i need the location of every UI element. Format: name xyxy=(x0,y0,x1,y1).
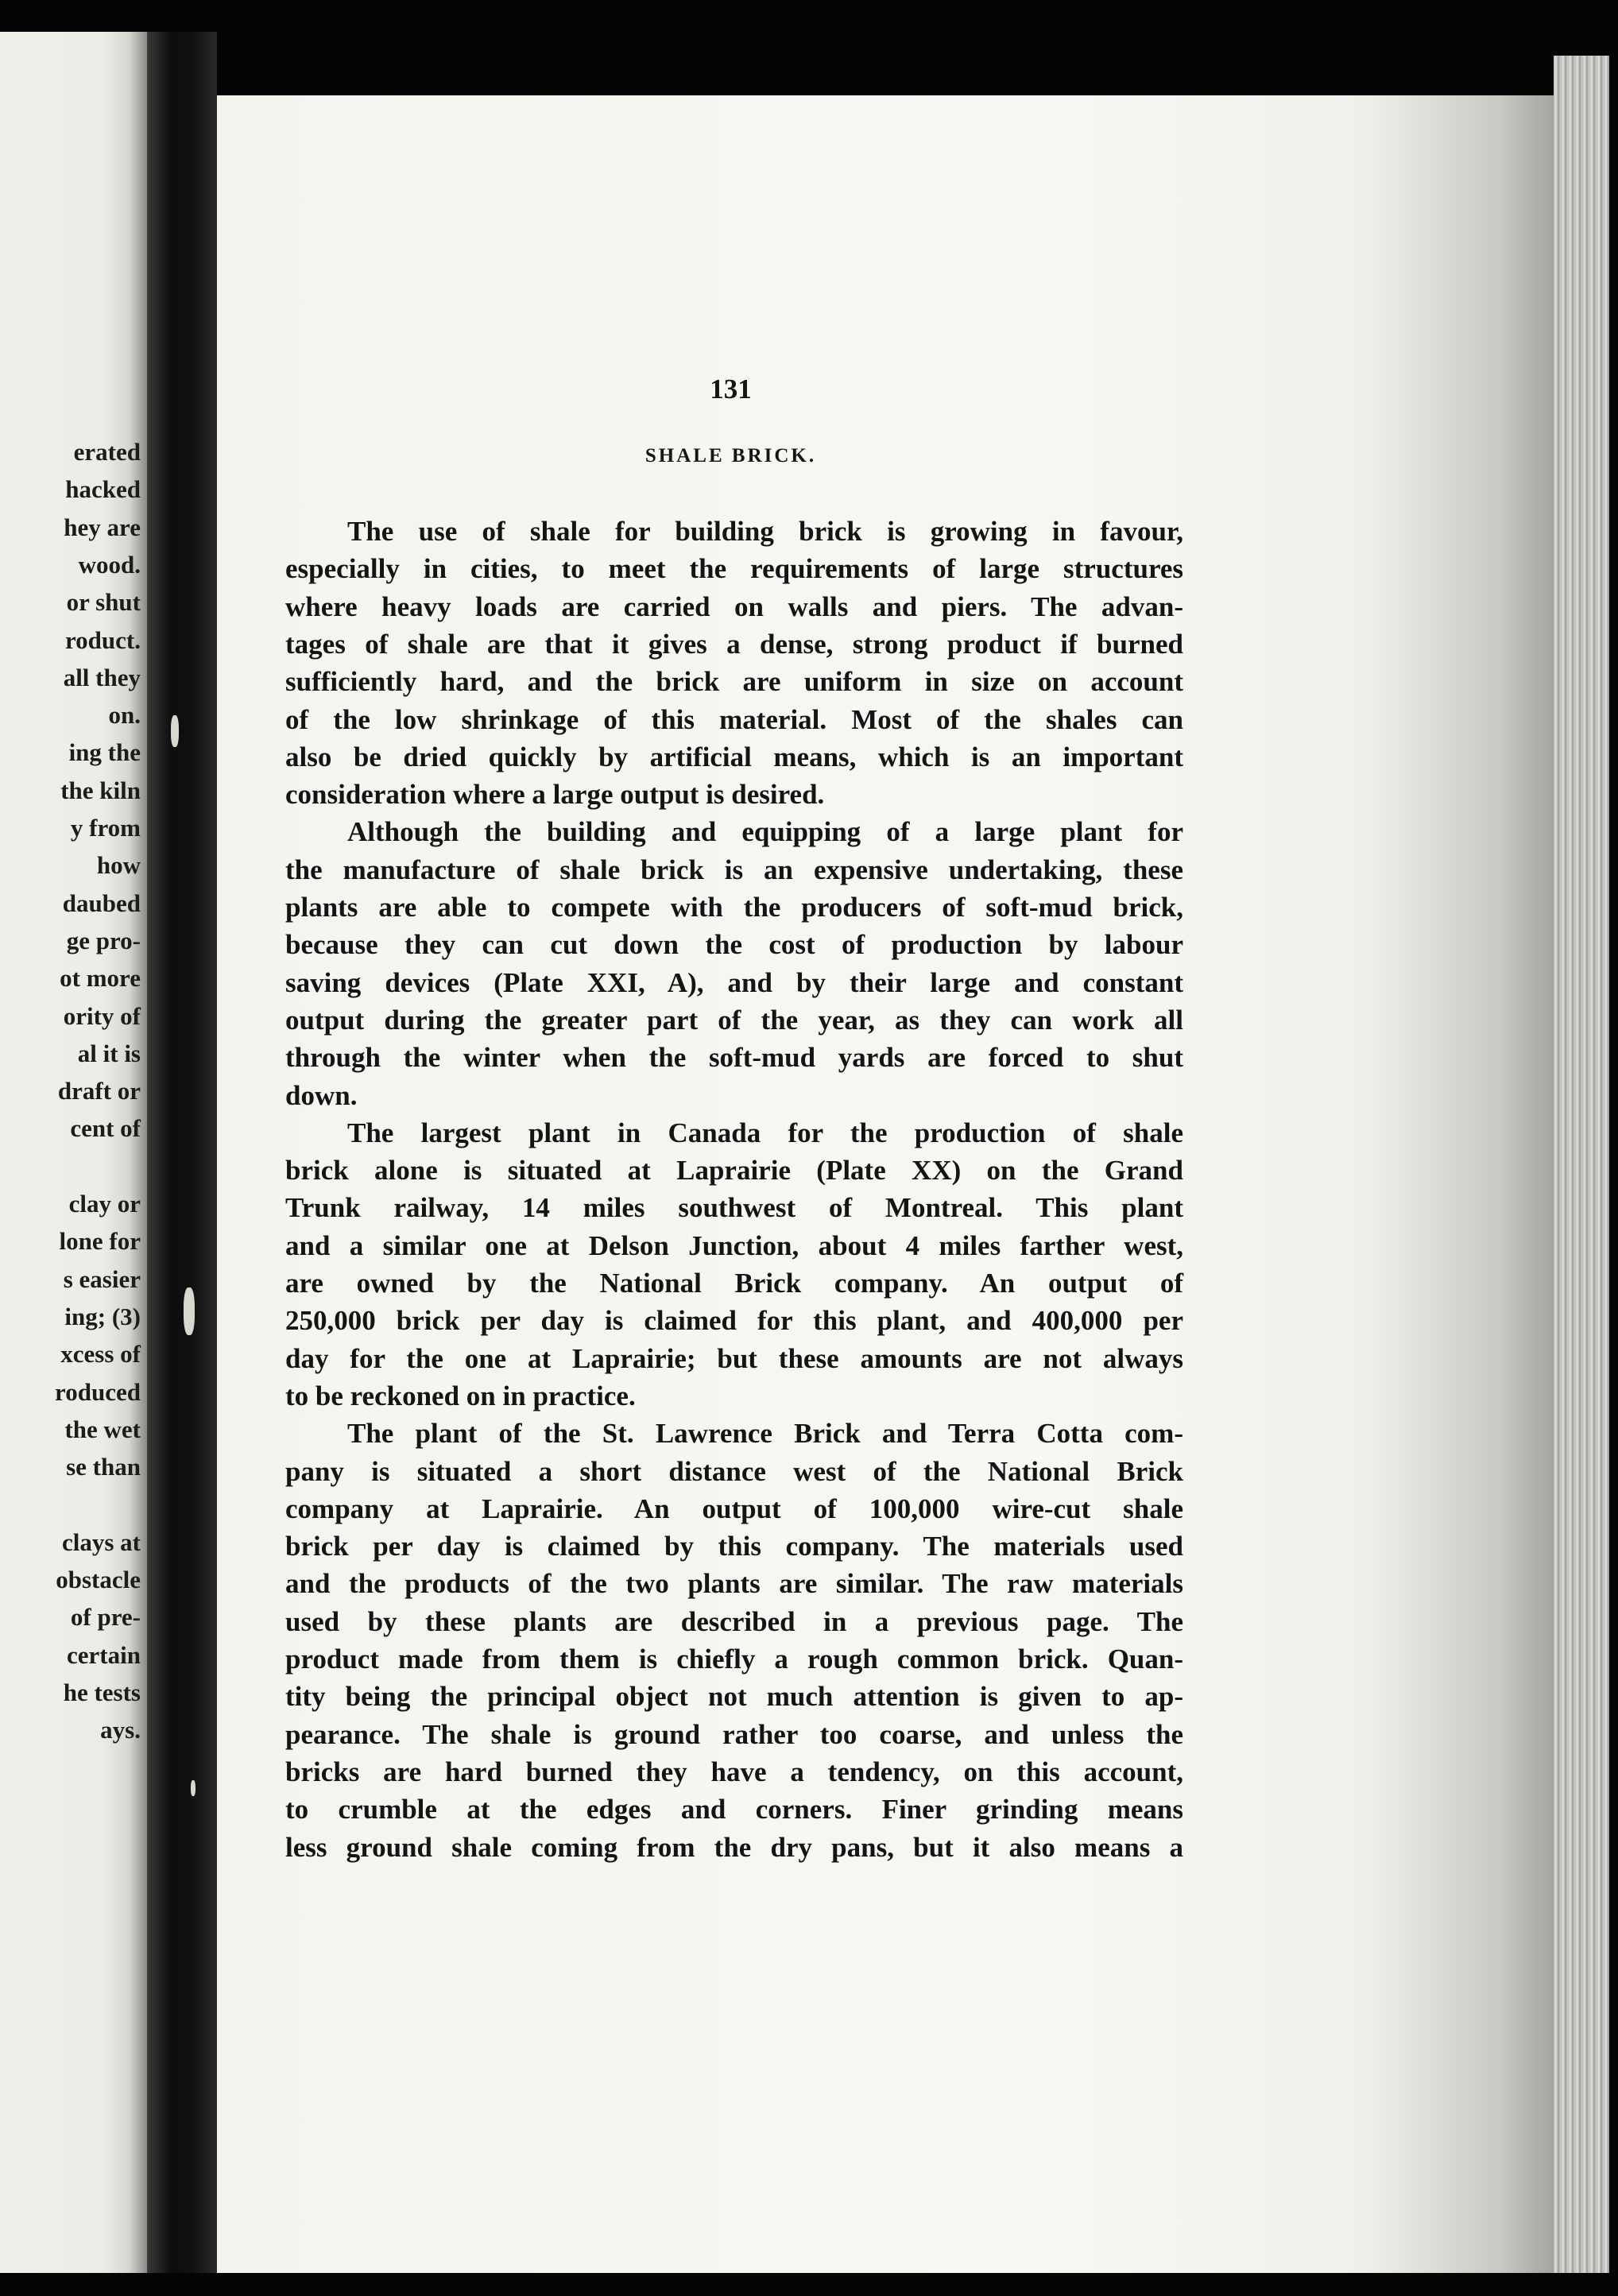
paragraph-line: through the winter when the soft-mud yards are forced to shut xyxy=(285,1042,1183,1074)
left-page-line: the wet xyxy=(64,1415,141,1443)
left-page-line: roduct. xyxy=(64,625,141,654)
paragraph-line: day for the one at Laprairie; but these amounts are not always xyxy=(285,1342,1183,1374)
paragraph-line: and a similar one at Delson Junction, about 4 miles farther west, xyxy=(285,1229,1183,1261)
page-edges xyxy=(1554,56,1609,2273)
paragraph-line: especially in cities, to meet the requirements of large structures xyxy=(285,553,1183,585)
page-number: 131 xyxy=(710,374,752,405)
paragraph-line: tages of shale are that it gives a dense, strong product if burned xyxy=(285,628,1183,660)
paragraph-line: output during the greater part of the year, as they can work all xyxy=(285,1004,1183,1036)
paragraph-line: used by these plants are described in a previous page. The xyxy=(285,1605,1183,1637)
left-page-fragment xyxy=(0,32,147,2273)
left-page-line: ot more xyxy=(60,964,141,993)
gutter-mark xyxy=(171,715,179,747)
paragraph-line: saving devices (Plate XXI, A), and by their large and constant xyxy=(285,966,1183,998)
paragraph-line: consideration where a large output is desired. xyxy=(285,779,825,811)
left-page-line: obstacle xyxy=(56,1566,141,1593)
book-gutter xyxy=(147,32,217,2273)
paragraph-line: The plant of the St. Lawrence Brick and Terra Cotta com- xyxy=(347,1418,1183,1450)
left-page-line: roduced xyxy=(55,1377,141,1406)
left-page-line: ing; (3) xyxy=(64,1302,141,1330)
paragraph-line: company at Laprairie. An output of 100,000 wire-cut shale xyxy=(285,1493,1183,1524)
left-page-line: cent of xyxy=(70,1114,141,1143)
left-page-line: ays. xyxy=(100,1716,141,1744)
section-heading: SHALE BRICK. xyxy=(644,445,817,467)
paragraph-line: bricks are hard burned they have a tendency, on this account, xyxy=(285,1756,1183,1787)
left-page-line: he tests xyxy=(63,1678,141,1706)
left-page-line: daubed xyxy=(62,889,141,917)
paragraph-line: of the low shrinkage of this material. Most of the shales can xyxy=(285,703,1183,735)
paragraph-line: Trunk railway, 14 miles southwest of Montreal. This plant xyxy=(285,1192,1183,1224)
paragraph-line: to be reckoned on in practice. xyxy=(285,1380,636,1411)
paragraph-line: plants are able to compete with the producers of soft-mud brick, xyxy=(285,892,1183,923)
paragraph-line: less ground shale coming from the dry pans, but it also means a xyxy=(285,1831,1183,1863)
left-page-line: ge pro- xyxy=(66,926,141,954)
left-page-line: lone for xyxy=(59,1227,141,1256)
paragraph-line: down. xyxy=(285,1079,358,1111)
left-page-line: al it is xyxy=(77,1039,141,1067)
paragraph-line: The use of shale for building brick is growing in favour, xyxy=(347,516,1183,547)
left-page-line: draft or xyxy=(57,1077,141,1105)
paragraph-line: sufficiently hard, and the brick are uniform in size on account xyxy=(285,666,1183,698)
paragraph-line: also be dried quickly by artificial means, which is an important xyxy=(285,741,1183,772)
left-page-line: how xyxy=(96,851,141,880)
left-page-line: clays at xyxy=(61,1527,141,1556)
paragraph-line: pearance. The shale is ground rather too coarse, and unless the xyxy=(285,1718,1183,1750)
paragraph-line: The largest plant in Canada for the production of shale xyxy=(347,1117,1183,1148)
left-page-line: ority of xyxy=(63,1001,141,1030)
left-page-line: wood. xyxy=(78,550,141,579)
left-page-line: the kiln xyxy=(60,776,141,804)
paragraph-line: the manufacture of shale brick is an expensive undertaking, these xyxy=(285,854,1183,885)
gutter-mark xyxy=(191,1780,195,1796)
left-page-line: all they xyxy=(63,663,141,691)
left-page-line: hacked xyxy=(65,475,141,504)
paragraph-line: 250,000 brick per day is claimed for this plant, and 400,000 per xyxy=(285,1305,1183,1337)
paragraph-line: product made from them is chiefly a rough common brick. Quan- xyxy=(285,1644,1183,1675)
left-page-line: hey are xyxy=(64,513,141,541)
left-page-line: of pre- xyxy=(70,1603,141,1632)
paragraph-line: pany is situated a short distance west of the National Brick xyxy=(285,1455,1183,1487)
left-page-line: or shut xyxy=(66,588,141,617)
paragraph-line: Although the building and equipping of a large plant for xyxy=(347,816,1183,848)
left-page-line: ing the xyxy=(68,738,141,767)
left-page-line: clay or xyxy=(68,1190,141,1218)
left-page-line: xcess of xyxy=(60,1340,141,1369)
paragraph-line: and the products of the two plants are similar. The raw materials xyxy=(285,1568,1183,1600)
paragraph-line: are owned by the National Brick company. An output of xyxy=(285,1268,1183,1299)
left-page-line: se than xyxy=(66,1453,141,1481)
paragraph-line: tity being the principal object not much attention is given to ap- xyxy=(285,1681,1183,1713)
paragraph-line: because they can cut down the cost of production by labour xyxy=(285,929,1183,961)
gutter-mark xyxy=(184,1287,195,1335)
paragraph-line: to crumble at the edges and corners. Finer grinding means xyxy=(285,1794,1183,1826)
left-page-line: y from xyxy=(70,814,141,842)
left-page-line: certain xyxy=(67,1640,141,1669)
left-page-line: on. xyxy=(108,701,141,730)
left-page-line: s easier xyxy=(63,1264,141,1293)
paragraph-line: brick per day is claimed by this company. The materials used xyxy=(285,1531,1183,1562)
paragraph-line: where heavy loads are carried on walls and piers. The advan- xyxy=(285,590,1183,622)
left-page-line: erated xyxy=(73,438,141,466)
paragraph-line: brick alone is situated at Laprairie (Plate XX) on the Grand xyxy=(285,1155,1183,1187)
